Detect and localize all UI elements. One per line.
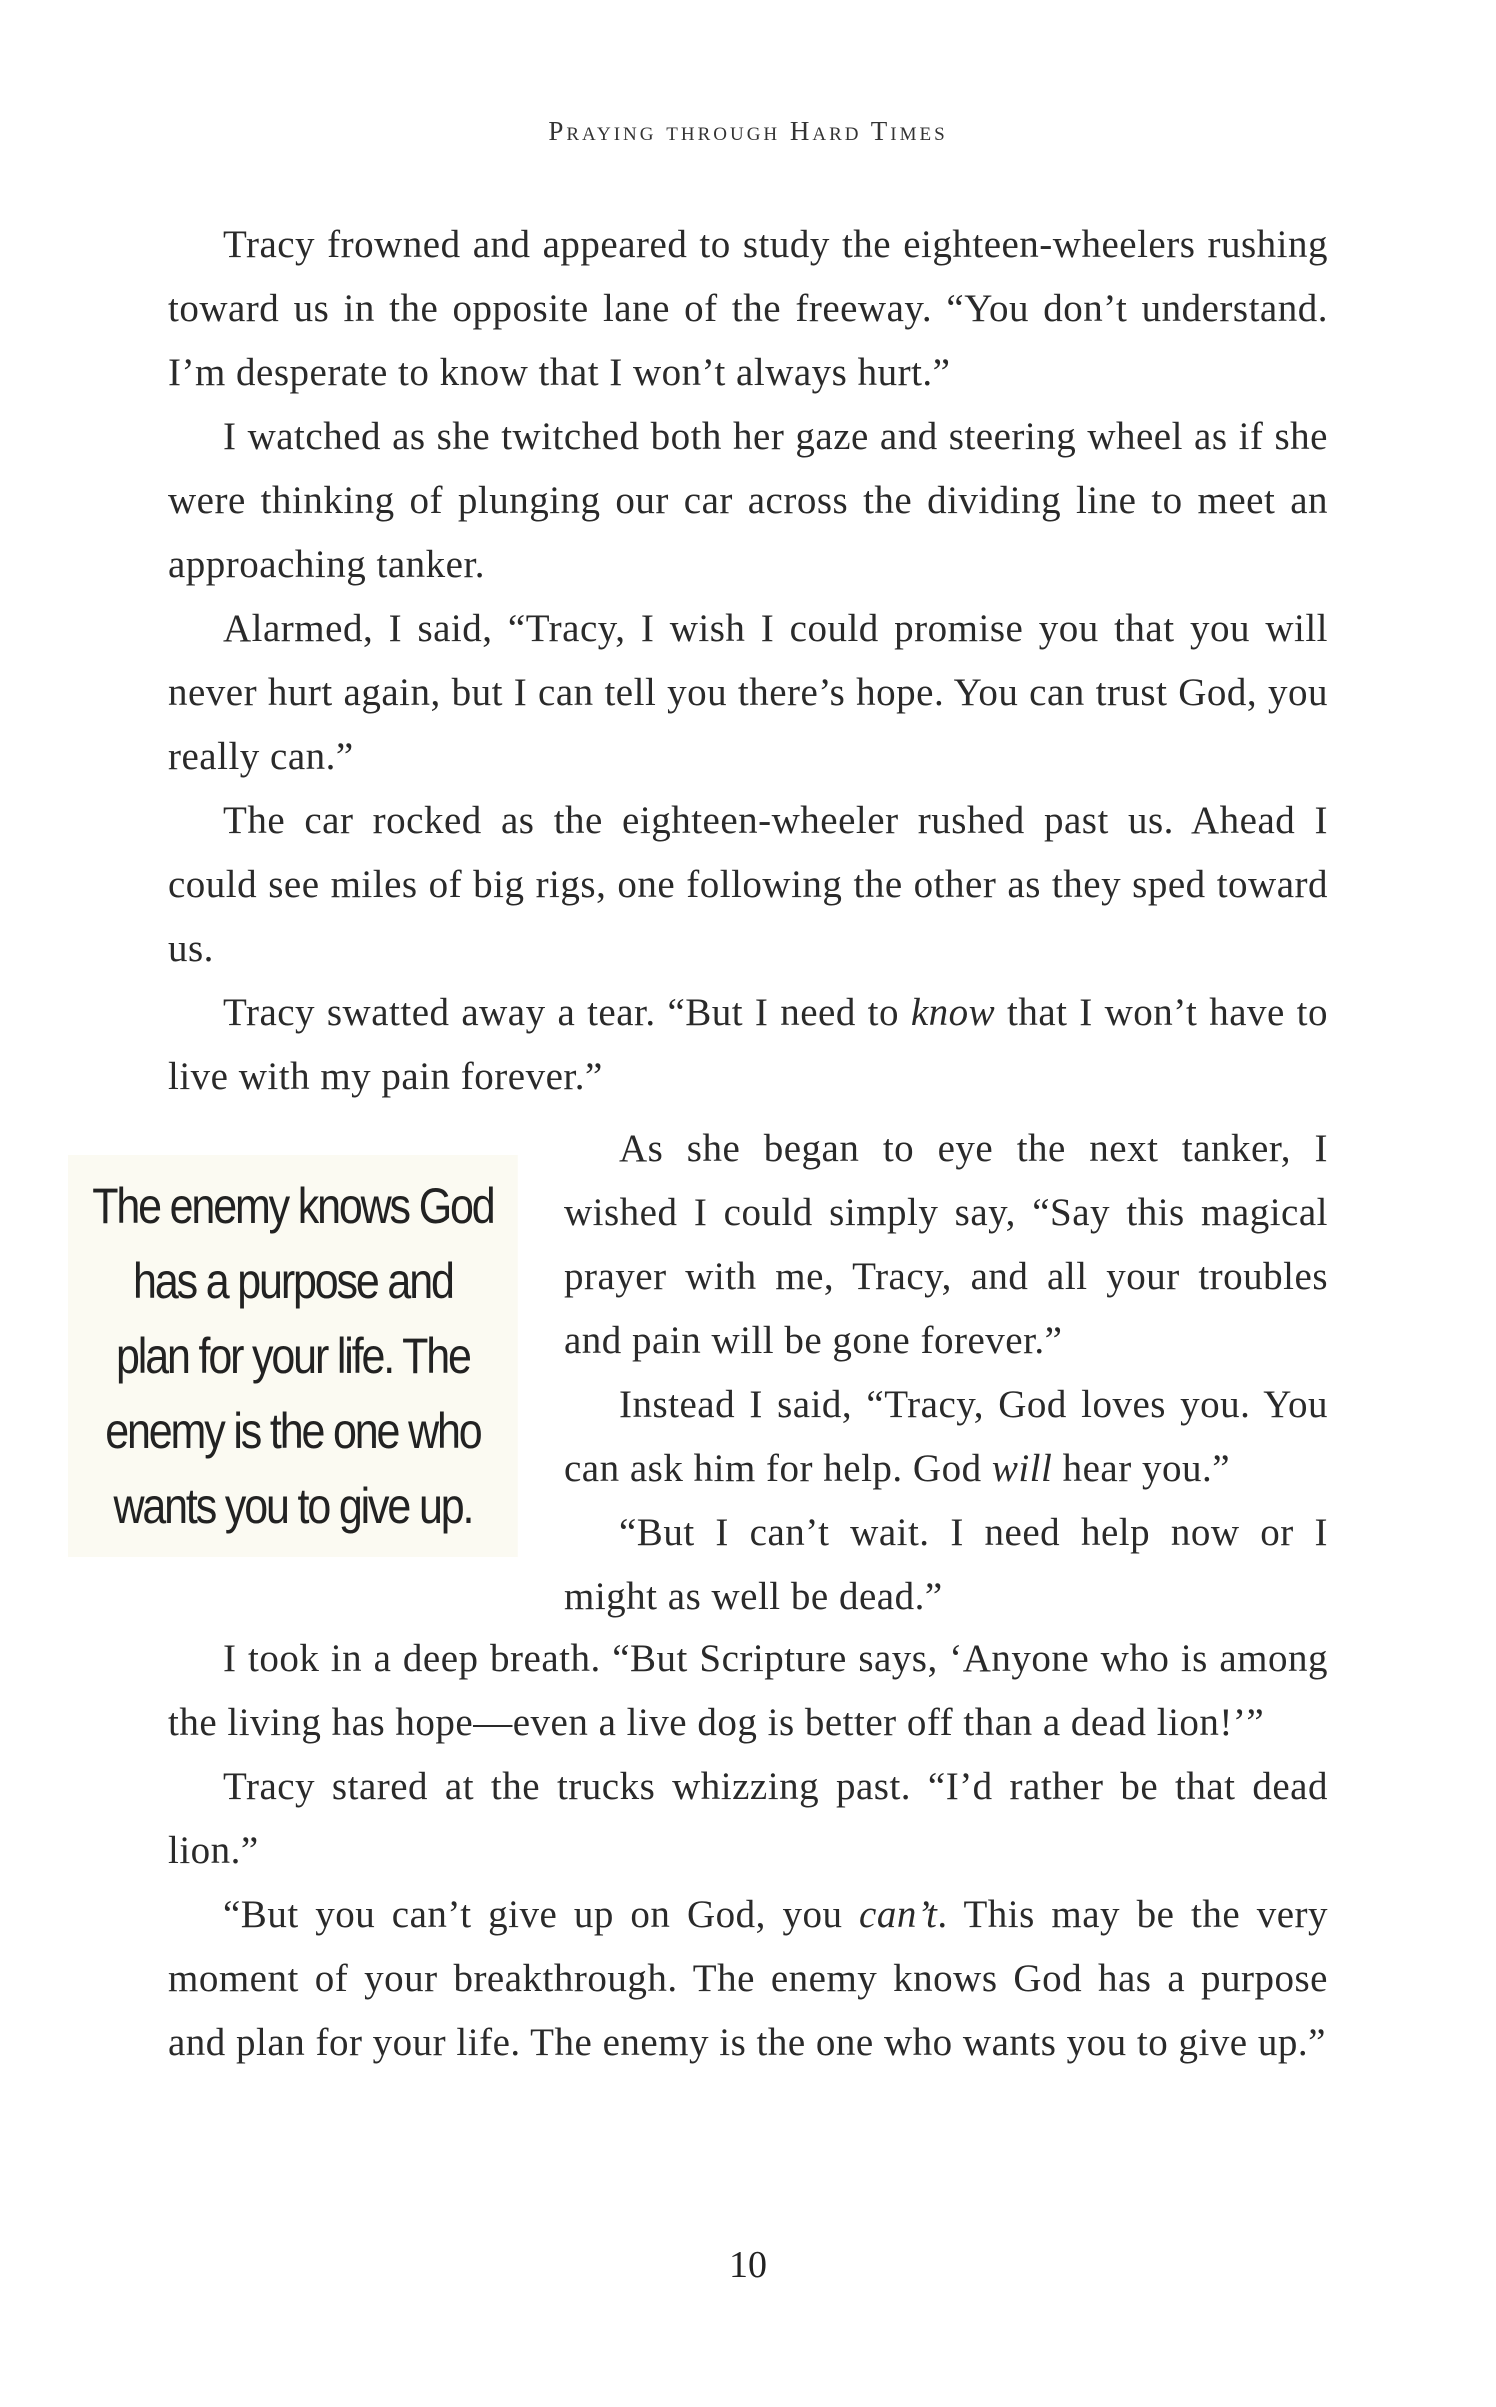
- emphasis-text: can’t: [859, 1893, 938, 1936]
- paragraph: [168, 1755, 1328, 1883]
- paragraph-text: Tracy swatted away a tear. “But I need to: [223, 991, 911, 1034]
- body-text-side: [564, 1117, 1328, 1629]
- pull-quote-line: plan for your life. The: [116, 1328, 470, 1384]
- paragraph-text: that I won’t have to live with my pain forever.”: [168, 991, 1328, 1098]
- paragraph: [168, 405, 1328, 597]
- pull-quote-line: has a purpose and: [133, 1253, 453, 1309]
- paragraph-text: As she began to eye the next tanker, I wished I could simply say, “Say this magical prayer with me, Tracy, and all your troubles and pain will be gone forever.”: [564, 1127, 1328, 1362]
- pull-quote-line: The enemy knows God: [92, 1178, 494, 1234]
- page-number: 10: [729, 2244, 767, 2286]
- paragraph: [168, 597, 1328, 789]
- emphasis-text: will: [991, 1447, 1053, 1490]
- paragraph: [168, 789, 1328, 981]
- paragraph-text: I watched as she twitched both her gaze and steering wheel as if she were thinking of plunging our car across the dividing line to meet an approaching tanker.: [168, 415, 1328, 586]
- pull-quote-line: enemy is the one who: [105, 1403, 481, 1459]
- paragraph: [168, 1883, 1328, 2075]
- pull-quote: [68, 1155, 518, 1557]
- emphasis-text: know: [910, 991, 996, 1034]
- running-head: Praying through Hard Times: [548, 116, 948, 146]
- body-text-top: [168, 213, 1328, 1109]
- paragraph: [564, 1373, 1328, 1501]
- paragraph: [168, 1627, 1328, 1755]
- paragraph-text: hear you.”: [1052, 1447, 1231, 1490]
- paragraph: [564, 1117, 1328, 1373]
- paragraph-text: Instead I said, “Tracy, God loves you. You can ask him for help. God: [564, 1383, 1328, 1490]
- paragraph-text: . This may be the very moment of your breakthrough. The enemy knows God has a purpose and plan for your life. The enemy is the one who wants you to give up.”: [168, 1893, 1328, 2064]
- paragraph-text: The car rocked as the eighteen-wheeler rushed past us. Ahead I could see miles of big rigs, one following the other as they sped toward us.: [168, 799, 1328, 970]
- paragraph: [168, 213, 1328, 405]
- paragraph-text: I took in a deep breath. “But Scripture says, ‘Anyone who is among the living has hope—even a live dog is better off than a dead lion!’”: [168, 1637, 1328, 1744]
- paragraph-text: Tracy stared at the trucks whizzing past. “I’d rather be that dead lion.”: [168, 1765, 1328, 1872]
- paragraph-text: “But you can’t give up on God, you: [223, 1893, 860, 1936]
- paragraph: [168, 981, 1328, 1109]
- pull-quote-line: wants you to give up.: [113, 1478, 473, 1534]
- paragraph-text: Tracy frowned and appeared to study the eighteen-wheelers rushing toward us in the opposite lane of the freeway. “You don’t understand. I’m desperate to know that I won’t always hurt.”: [168, 223, 1328, 394]
- paragraph: [564, 1501, 1328, 1629]
- paragraph-text: “But I can’t wait. I need help now or I might as well be dead.”: [564, 1511, 1328, 1618]
- paragraph-text: Alarmed, I said, “Tracy, I wish I could promise you that you will never hurt again, but I can tell you there’s hope. You can trust God, you really can.”: [168, 607, 1328, 778]
- body-text-bottom: [168, 1627, 1328, 2075]
